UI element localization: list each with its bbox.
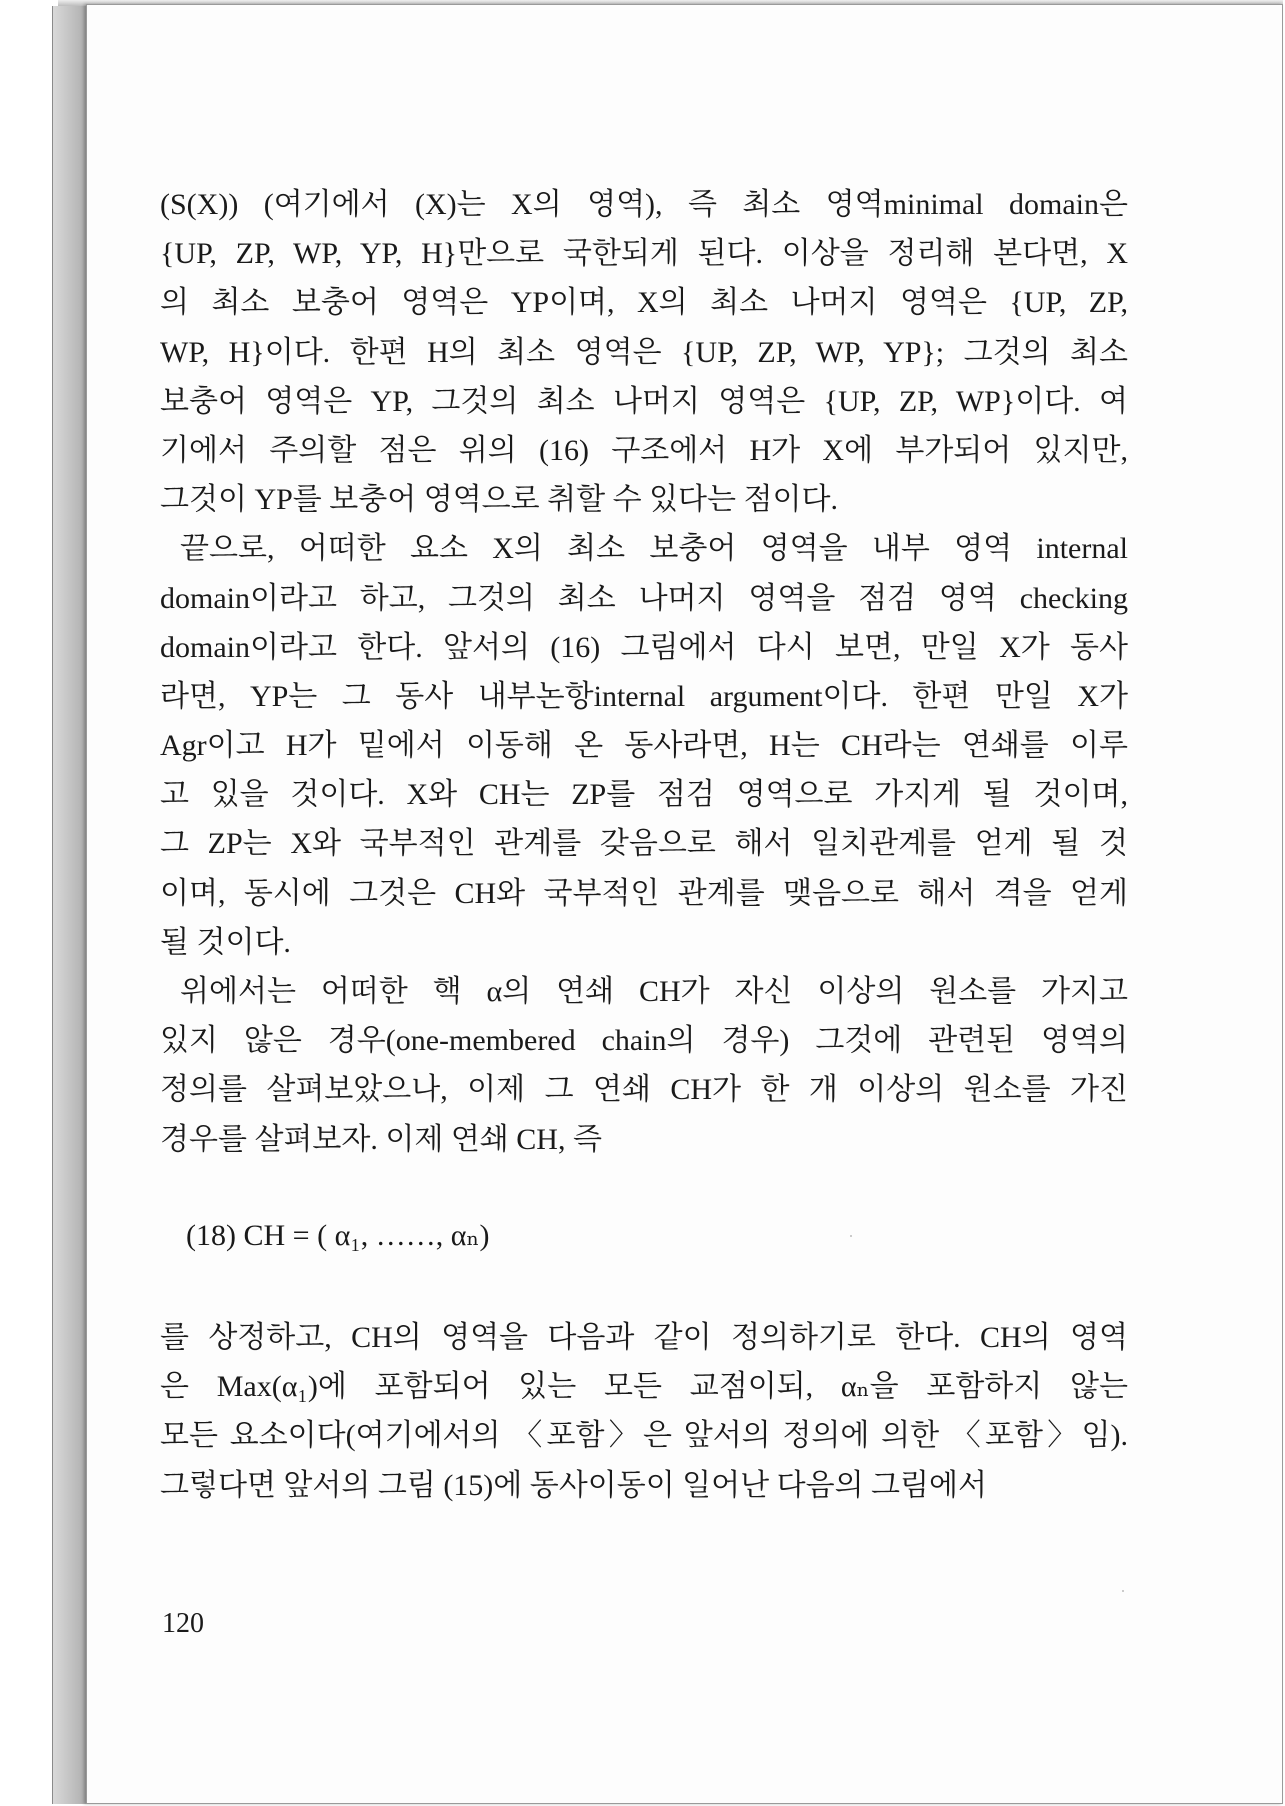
text-line: {UP, ZP, WP, YP, H}만으로 국한되게 된다. 이상을 정리해 본다면, X <box>160 237 1128 271</box>
text-line: (S(X)) (여기에서 (X)는 X의 영역), 즉 최소 영역minimal domain은 <box>160 188 1128 221</box>
text-line: 를 상정하고, CH의 영역을 다음과 같이 정의하기로 한다. CH의 영역 <box>160 1321 1128 1354</box>
page-number: 120 <box>162 1608 204 1639</box>
text-line: 고 있을 것이다. X와 CH는 ZP를 점검 영역으로 가지게 될 것이며, <box>160 778 1128 812</box>
text-line: 이며, 동시에 그것은 CH와 국부적인 관계를 맺음으로 해서 격을 얻게 <box>160 876 1128 910</box>
text-line: 은 Max(α₁)에 포함되어 있는 모든 교점이되, αₙ을 포함하지 않는 <box>160 1370 1128 1404</box>
text-line: 정의를 살펴보았으나, 이제 그 연쇄 CH가 한 개 이상의 원소를 가진 <box>160 1073 1128 1107</box>
text-line: 의 최소 보충어 영역은 YP이며, X의 최소 나머지 영역은 {UP, ZP, <box>160 286 1128 320</box>
text-line: 모든 요소이다(여기에서의 〈포함〉은 앞서의 정의에 의한 〈포함〉임). <box>160 1419 1128 1453</box>
example-18: (18) CH = ( α₁, ……, αₙ) <box>186 1219 490 1252</box>
text-line: domain이라고 한다. 앞서의 (16) 그림에서 다시 보면, 만일 X가 동사 <box>160 630 1128 664</box>
text-line: 경우를 살펴보자. 이제 연쇄 CH, 즉 <box>160 1122 602 1156</box>
text-line: 될 것이다. <box>160 925 291 959</box>
text-line: 그 ZP는 X와 국부적인 관계를 갖음으로 해서 일치관계를 얻게 될 것 <box>160 827 1128 861</box>
speck <box>850 1235 852 1237</box>
text-line: 그렇다면 앞서의 그림 (15)에 동사이동이 일어난 다음의 그림에서 <box>160 1468 987 1502</box>
text-line: 끝으로, 어떠한 요소 X의 최소 보충어 영역을 내부 영역 internal <box>180 532 1128 566</box>
text-line: 기에서 주의할 점은 위의 (16) 구조에서 H가 X에 부가되어 있지만, <box>160 433 1128 467</box>
main-text <box>160 180 1128 1164</box>
paragraph-1 <box>160 180 1128 524</box>
paragraph-3 <box>160 967 1128 1164</box>
text-line: domain이라고 하고, 그것의 최소 나머지 영역을 점검 영역 checking <box>160 581 1128 615</box>
book-spine <box>52 6 89 1804</box>
text-line: 보충어 영역은 YP, 그것의 최소 나머지 영역은 {UP, ZP, WP}이다. 여 <box>160 384 1128 418</box>
speck <box>1122 1590 1124 1592</box>
text-line: 있지 않은 경우(one-membered chain의 경우) 그것에 관련된 영역의 <box>160 1024 1128 1058</box>
paragraph-4 <box>160 1313 1128 1510</box>
main-text-continued <box>160 1313 1128 1510</box>
text-line: Agr이고 H가 밑에서 이동해 온 동사라면, H는 CH라는 연쇄를 이루 <box>160 729 1128 763</box>
text-line: 위에서는 어떠한 핵 α의 연쇄 CH가 자신 이상의 원소를 가지고 <box>180 975 1128 1008</box>
text-line: WP, H}이다. 한편 H의 최소 영역은 {UP, ZP, WP, YP}; 그것의 최소 <box>160 335 1128 369</box>
text-line: 그것이 YP를 보충어 영역으로 취할 수 있다는 점이다. <box>160 483 838 517</box>
paragraph-2 <box>160 524 1128 967</box>
text-line: 라면, YP는 그 동사 내부논항internal argument이다. 한편 만일 X가 <box>160 679 1128 713</box>
